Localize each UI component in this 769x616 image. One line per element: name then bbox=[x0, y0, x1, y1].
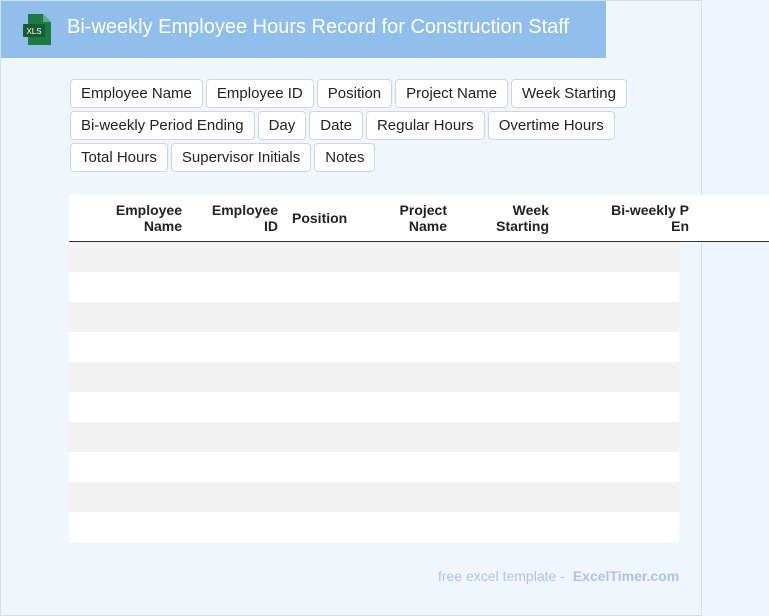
column-chip[interactable]: Day bbox=[258, 111, 307, 140]
page-title: Bi-weekly Employee Hours Record for Construction Staff bbox=[67, 16, 570, 38]
footer-prefix: free excel template - bbox=[438, 568, 565, 584]
column-chip[interactable]: Regular Hours bbox=[366, 111, 485, 140]
page-header bbox=[1, 1, 606, 58]
column-chip[interactable]: Employee Name bbox=[70, 79, 203, 108]
table-row[interactable] bbox=[69, 272, 679, 302]
column-header-label: Bi-weekly P En bbox=[611, 202, 689, 234]
table-row[interactable] bbox=[69, 392, 679, 422]
column-chip[interactable]: Total Hours bbox=[70, 143, 168, 172]
column-chip[interactable]: Overtime Hours bbox=[488, 111, 615, 140]
column-header-week-starting[interactable] bbox=[449, 195, 549, 241]
excel-file-icon bbox=[23, 14, 51, 45]
hours-table bbox=[69, 195, 689, 542]
column-chip[interactable]: Supervisor Initials bbox=[171, 143, 311, 172]
column-header-label: Week Starting bbox=[496, 202, 549, 234]
column-header-label: Project Name bbox=[399, 202, 447, 234]
column-chip[interactable]: Position bbox=[317, 79, 392, 108]
column-chip[interactable]: Date bbox=[309, 111, 363, 140]
column-header-label: Position bbox=[292, 210, 348, 226]
table-row[interactable] bbox=[69, 482, 679, 512]
table-row[interactable] bbox=[69, 302, 679, 332]
table-row[interactable] bbox=[69, 332, 679, 362]
table-row[interactable] bbox=[69, 512, 679, 542]
column-chip[interactable]: Notes bbox=[314, 143, 375, 172]
column-header-label: Employee Name bbox=[115, 202, 182, 234]
column-header-label: Employee ID bbox=[211, 202, 278, 234]
column-header-employee-name[interactable] bbox=[69, 195, 182, 241]
column-header-biweekly-period-ending[interactable] bbox=[549, 195, 689, 241]
footer bbox=[438, 568, 679, 584]
column-header-project-name[interactable] bbox=[347, 195, 447, 241]
column-chip[interactable]: Project Name bbox=[395, 79, 508, 108]
excel-file-icon-label: XLS bbox=[26, 27, 42, 36]
column-chip[interactable]: Week Starting bbox=[511, 79, 627, 108]
column-chip-list bbox=[70, 79, 630, 172]
column-chip[interactable]: Bi-weekly Period Ending bbox=[70, 111, 255, 140]
table-row[interactable] bbox=[69, 422, 679, 452]
footer-brand-link[interactable]: ExcelTimer.com bbox=[572, 568, 680, 584]
table-row[interactable] bbox=[69, 242, 679, 272]
table-row[interactable] bbox=[69, 362, 679, 392]
table-row[interactable] bbox=[69, 452, 679, 482]
column-chip[interactable]: Employee ID bbox=[206, 79, 314, 108]
column-header-employee-id[interactable] bbox=[182, 195, 278, 241]
table-header-row bbox=[69, 195, 769, 242]
